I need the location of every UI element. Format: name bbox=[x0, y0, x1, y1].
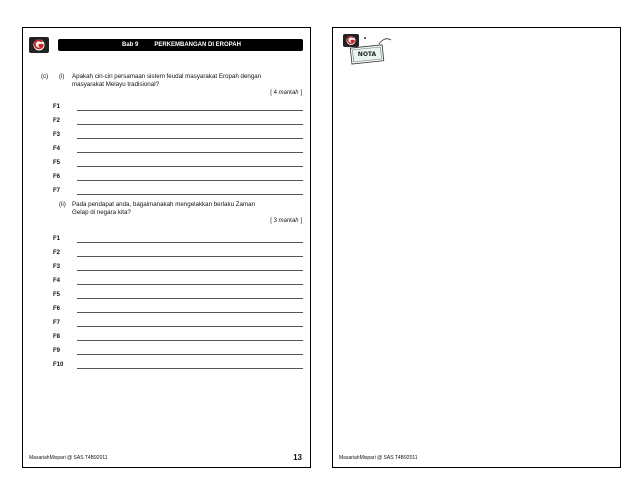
answer-row-label: F9 bbox=[53, 348, 61, 354]
answer-row bbox=[53, 250, 303, 258]
marks-word: markah bbox=[278, 90, 299, 96]
answer-line[interactable] bbox=[77, 326, 303, 327]
answer-row-label: F6 bbox=[53, 174, 61, 180]
answer-row-label: F5 bbox=[53, 292, 61, 298]
answer-line[interactable] bbox=[77, 166, 303, 167]
page-footer: MasariahMispari @ SAS T4B92011 bbox=[29, 455, 108, 461]
answer-line[interactable] bbox=[77, 284, 303, 285]
answer-row bbox=[53, 348, 303, 356]
question-ii-label: (ii) bbox=[59, 201, 66, 208]
question-i-marks bbox=[270, 90, 302, 96]
logo-icon bbox=[29, 37, 49, 53]
answer-row-label: F6 bbox=[53, 306, 61, 312]
question-i-text-line2: masyarakat Melayu tradisional? bbox=[72, 81, 160, 88]
answer-row-label: F1 bbox=[53, 104, 61, 110]
answer-line[interactable] bbox=[77, 124, 303, 125]
question-i-text-line1: Apakah ciri-ciri persamaan sistem feudal masyarakat Eropah dengan bbox=[72, 73, 262, 80]
marks-open: [ 4 bbox=[270, 90, 277, 96]
chapter-header-bar bbox=[58, 39, 303, 51]
answer-row bbox=[53, 320, 303, 328]
page-number: 13 bbox=[293, 453, 302, 462]
marks-close: ] bbox=[300, 90, 302, 96]
marks-word: markah bbox=[278, 218, 299, 224]
answer-row bbox=[53, 278, 303, 286]
chapter-title: PERKEMBANGAN DI EROPAH bbox=[154, 42, 241, 48]
answer-row bbox=[53, 306, 303, 314]
answer-row-label: F4 bbox=[53, 278, 61, 284]
answer-line[interactable] bbox=[77, 270, 303, 271]
answer-row bbox=[53, 146, 303, 154]
chapter-label: Bab 9 bbox=[122, 42, 139, 48]
answer-row-label: F7 bbox=[53, 188, 61, 194]
answer-row-label: F8 bbox=[53, 334, 61, 340]
question-ii-text-line1: Pada pendapat anda, bagaimanakah mengelakkan berlaku Zaman bbox=[72, 201, 256, 208]
marks-close: ] bbox=[300, 218, 302, 224]
left-page bbox=[22, 27, 311, 468]
answer-row-label: F10 bbox=[53, 362, 64, 368]
answer-line[interactable] bbox=[77, 354, 303, 355]
question-ii-marks bbox=[270, 218, 302, 224]
answer-line[interactable] bbox=[77, 256, 303, 257]
answer-row-label: F2 bbox=[53, 118, 61, 124]
answer-row bbox=[53, 118, 303, 126]
answer-line[interactable] bbox=[77, 152, 303, 153]
answer-row-label: F4 bbox=[53, 146, 61, 152]
answer-row bbox=[53, 104, 303, 112]
answer-row-label: F5 bbox=[53, 160, 61, 166]
answer-row bbox=[53, 362, 303, 370]
answer-row bbox=[53, 264, 303, 272]
answer-line[interactable] bbox=[77, 138, 303, 139]
right-page bbox=[332, 27, 621, 468]
answer-row bbox=[53, 188, 303, 196]
answer-row bbox=[53, 236, 303, 244]
page-footer: MasariahMispari @ SAS T4B92011 bbox=[339, 455, 418, 461]
answer-row bbox=[53, 174, 303, 182]
answer-row bbox=[53, 292, 303, 300]
answer-line[interactable] bbox=[77, 110, 303, 111]
answer-line[interactable] bbox=[77, 194, 303, 195]
answer-row-label: F2 bbox=[53, 250, 61, 256]
nota-label: NOTA bbox=[357, 51, 377, 58]
answer-row-label: F3 bbox=[53, 264, 61, 270]
answer-row-label: F7 bbox=[53, 320, 61, 326]
answer-row-label: F1 bbox=[53, 236, 61, 242]
marks-open: [ 3 bbox=[270, 218, 277, 224]
question-ii-text-line2: Gelap di negara kita? bbox=[72, 209, 131, 216]
nota-stamp-icon bbox=[341, 32, 393, 66]
answer-line[interactable] bbox=[77, 298, 303, 299]
answer-line[interactable] bbox=[77, 340, 303, 341]
answer-line[interactable] bbox=[77, 242, 303, 243]
question-c-label: (c) bbox=[41, 73, 49, 80]
answer-row-label: F3 bbox=[53, 132, 61, 138]
answer-row bbox=[53, 334, 303, 342]
question-i-label: (i) bbox=[59, 73, 65, 80]
answer-row bbox=[53, 132, 303, 140]
answer-row bbox=[53, 160, 303, 168]
answer-line[interactable] bbox=[77, 368, 303, 369]
answer-line[interactable] bbox=[77, 180, 303, 181]
answer-line[interactable] bbox=[77, 312, 303, 313]
